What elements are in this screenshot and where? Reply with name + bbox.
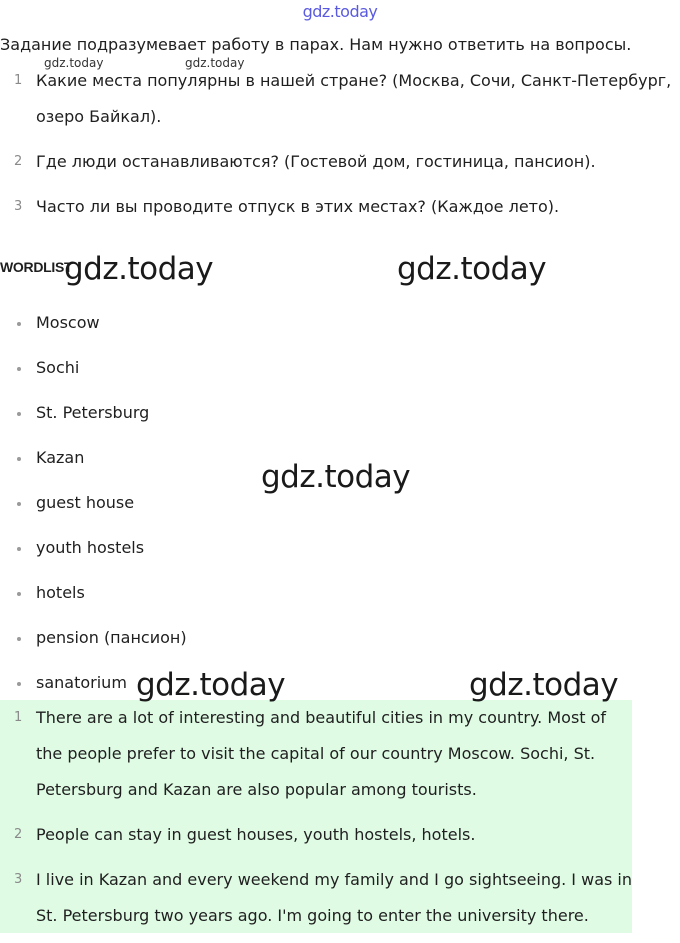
wordlist [0, 305, 187, 710]
wordlist-item [0, 305, 187, 350]
wordlist-item-text: Sochi [36, 358, 80, 377]
watermark: gdz.today [469, 667, 619, 703]
wordlist-item [0, 620, 187, 665]
answer-number: 2 [14, 827, 23, 842]
question-item [0, 189, 672, 225]
answer-text: There are a lot of interesting and beautiful cities in my country. Most of the people prefer to visit the capital of our country Moscow. Sochi, St. Petersburg and Kazan are also popular among tourists. [36, 708, 607, 799]
question-text: Где люди останавливаются? (Гостевой дом, гостиница, пансион). [36, 152, 596, 171]
watermark: gdz.today [397, 251, 547, 287]
wordlist-item-text: Moscow [36, 313, 100, 332]
wordlist-item-text: Kazan [36, 448, 85, 467]
wordlist-item-text: sanatorium [36, 673, 127, 692]
bullet-icon [17, 412, 21, 416]
wordlist-item [0, 530, 187, 575]
wordlist-item [0, 440, 187, 485]
bullet-icon [17, 547, 21, 551]
answer-number: 1 [14, 710, 23, 725]
answer-text: I live in Kazan and every weekend my family and I go sightseeing. I was in St. Petersburg two years ago. I'm going to enter the university there. [36, 870, 633, 925]
wordlist-item [0, 485, 187, 530]
bullet-icon [17, 322, 21, 326]
question-number: 2 [14, 154, 23, 169]
bullet-icon [17, 637, 21, 641]
site-header-watermark: gdz.today [302, 2, 378, 21]
answer-item [0, 817, 632, 853]
watermark: gdz.today [136, 667, 286, 703]
question-text: Какие места популярны в нашей стране? (Москва, Сочи, Санкт-Петербург, озеро Байкал). [36, 71, 672, 126]
questions-list [0, 63, 672, 234]
wordlist-item-text: pension (пансион) [36, 628, 187, 647]
question-number: 3 [14, 199, 23, 214]
answer-item [0, 700, 632, 808]
bullet-icon [17, 367, 21, 371]
bullet-icon [17, 457, 21, 461]
wordlist-item [0, 350, 187, 395]
question-item [0, 144, 672, 180]
watermark: gdz.today [261, 459, 411, 495]
watermark-small: gdz.today [44, 56, 104, 70]
wordlist-item [0, 575, 187, 620]
answer-text: People can stay in guest houses, youth hostels, hotels. [36, 825, 476, 844]
wordlist-item-text: guest house [36, 493, 135, 512]
task-intro: Задание подразумевает работу в парах. Нам нужно ответить на вопросы. [0, 35, 632, 54]
bullet-icon [17, 682, 21, 686]
answer-number: 3 [14, 872, 23, 887]
answer-item [0, 862, 632, 934]
wordlist-item [0, 395, 187, 440]
wordlist-item-text: St. Petersburg [36, 403, 150, 422]
question-number: 1 [14, 73, 23, 88]
wordlist-item-text: hotels [36, 583, 85, 602]
wordlist-item-text: youth hostels [36, 538, 145, 557]
bullet-icon [17, 592, 21, 596]
wordlist-heading: WORDLIST [0, 259, 73, 275]
bullet-icon [17, 502, 21, 506]
question-text: Часто ли вы проводите отпуск в этих местах? (Каждое лето). [36, 197, 560, 216]
watermark-small: gdz.today [185, 56, 245, 70]
answers-list [0, 700, 632, 943]
question-item [0, 63, 672, 135]
watermark: gdz.today [64, 251, 214, 287]
